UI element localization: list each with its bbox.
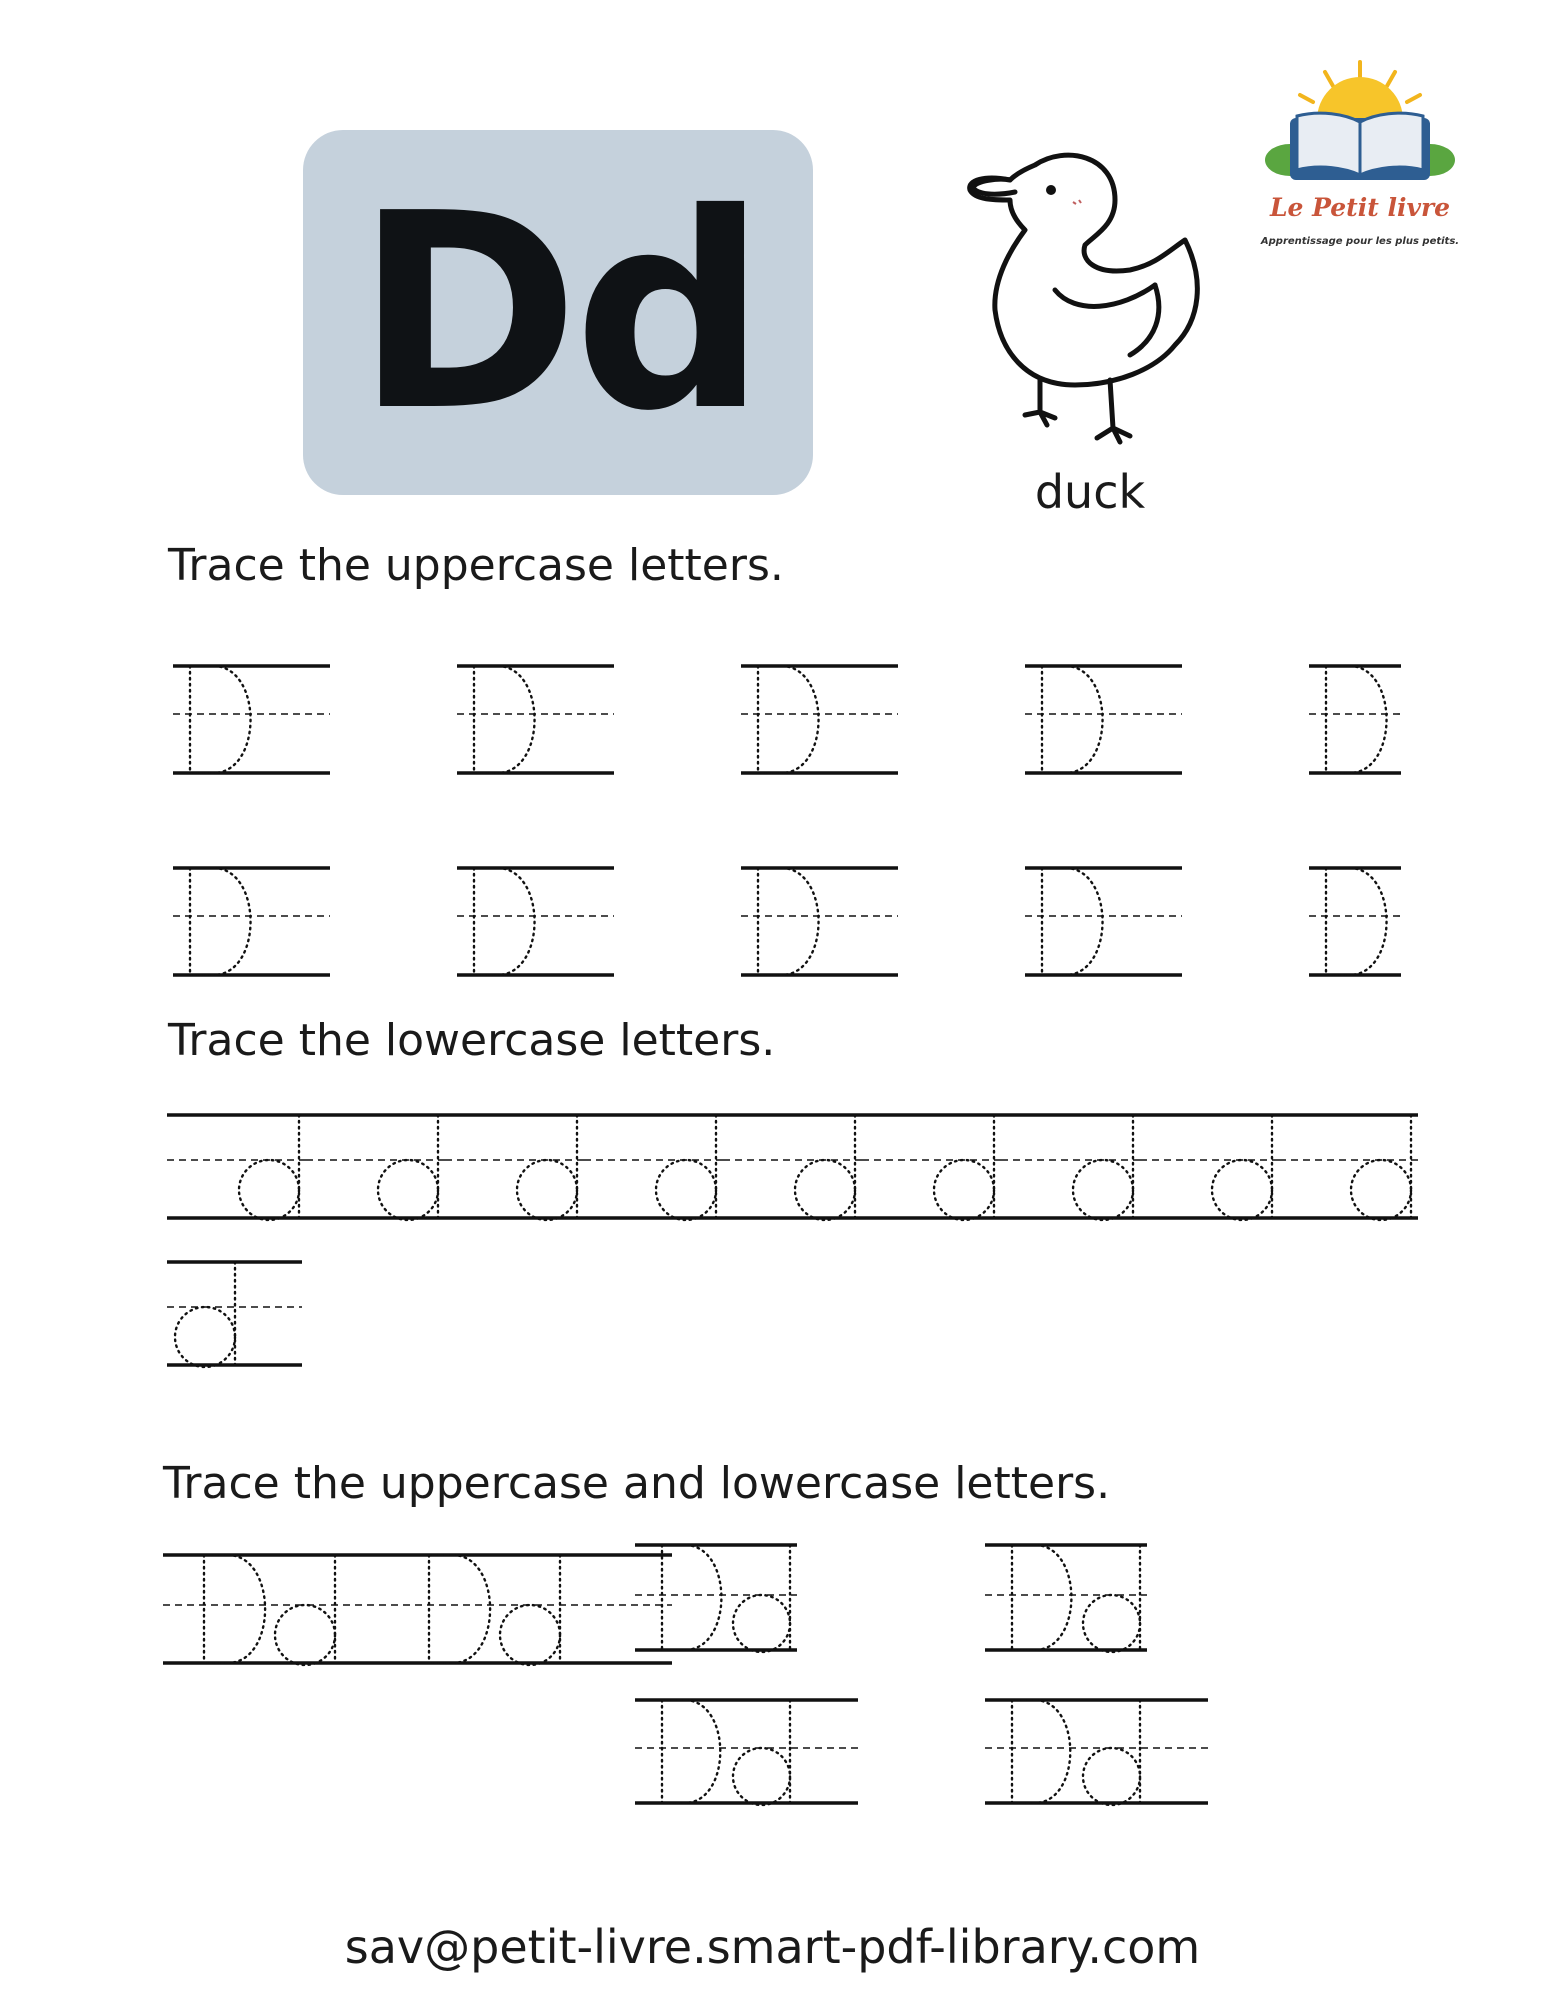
guide-lines: [1001, 1115, 1140, 1218]
guide-lines: [584, 1115, 723, 1218]
logo-tagline: Apprentissage pour les plus petits.: [1260, 236, 1460, 247]
traceable-letter-d: [1083, 1545, 1140, 1652]
traceable-letter-D: [429, 1555, 490, 1663]
traceable-letter-D: [758, 868, 819, 975]
footer-email: sav@petit-livre.smart-pdf-library.com: [344, 1920, 1201, 1974]
uppercase-heading: Trace the uppercase letters.: [168, 540, 784, 591]
traceable-letter-d: [1083, 1700, 1140, 1805]
traceable-letter-d: [175, 1262, 235, 1367]
traceable-letter-D: [474, 868, 535, 975]
traceable-letter-d: [1212, 1115, 1272, 1220]
traceable-letter-D: [1012, 1700, 1070, 1803]
traceable-letter-d: [378, 1115, 438, 1220]
traceable-letter-D: [1012, 1545, 1071, 1650]
traceable-letter-d: [656, 1115, 716, 1220]
traceable-letter-D: [190, 868, 251, 975]
traceable-letter-d: [239, 1115, 299, 1220]
guide-lines: [445, 1115, 584, 1218]
traceable-letter-D: [1042, 868, 1103, 975]
traceable-letter-D: [758, 666, 819, 773]
traceable-letter-D: [662, 1545, 721, 1650]
traceable-letter-d: [275, 1555, 335, 1665]
lowercase-heading: Trace the lowercase letters.: [168, 1015, 776, 1066]
traceable-letter-d: [733, 1545, 790, 1652]
guide-lines: [723, 1115, 862, 1218]
traceable-letter-d: [517, 1115, 577, 1220]
logo-title: Le Petit livre: [1269, 193, 1451, 222]
traceable-letter-d: [500, 1555, 560, 1665]
traceable-letter-d: [795, 1115, 855, 1220]
traceable-letter-D: [1326, 868, 1387, 975]
guide-lines: [1140, 1115, 1279, 1218]
traceable-letter-d: [1073, 1115, 1133, 1220]
traceable-letter-d: [934, 1115, 994, 1220]
mixed-heading: Trace the uppercase and lowercase letters.: [163, 1458, 1111, 1509]
letter-display: Dd: [355, 154, 761, 470]
traceable-letter-d: [1351, 1115, 1411, 1220]
traceable-letter-D: [1326, 666, 1387, 773]
traceable-letter-D: [474, 666, 535, 773]
guide-lines: [1279, 1115, 1418, 1218]
traceable-letter-d: [733, 1700, 790, 1805]
guide-lines: [306, 1115, 445, 1218]
traceable-letter-D: [1042, 666, 1103, 773]
duck-label: duck: [1034, 465, 1146, 519]
guide-lines: [635, 1700, 858, 1803]
traceable-letter-D: [662, 1700, 720, 1803]
guide-lines: [862, 1115, 1001, 1218]
guide-lines: [167, 1115, 306, 1218]
traceable-letter-D: [190, 666, 251, 773]
guide-lines: [163, 1555, 672, 1663]
guide-lines: [985, 1700, 1208, 1803]
traceable-letter-D: [204, 1555, 265, 1663]
